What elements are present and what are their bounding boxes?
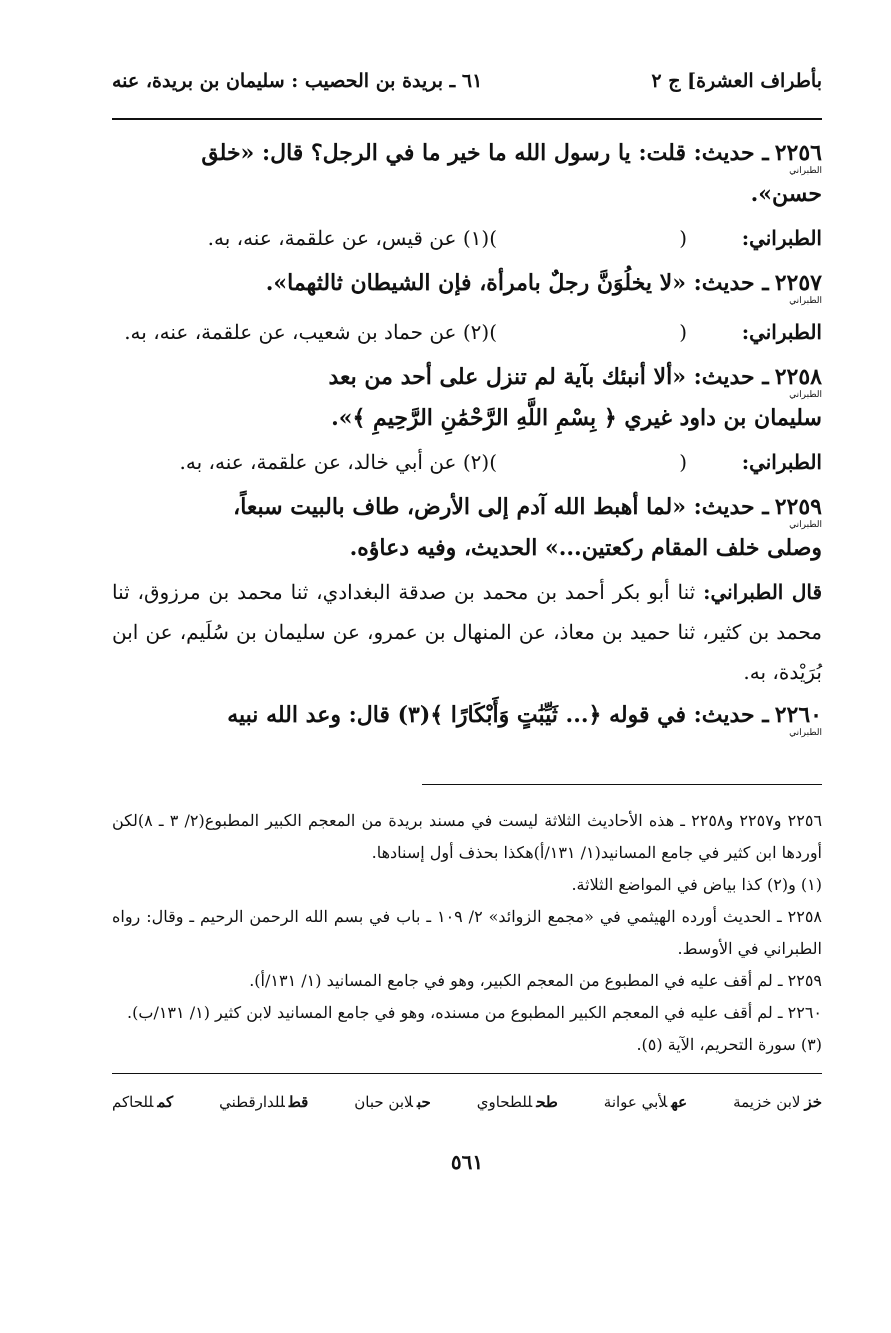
hadith-2259 [112, 488, 822, 566]
abbreviation-item: كمللحاكم [112, 1093, 174, 1111]
hadith-number: ٢٢٥٦ [774, 140, 822, 166]
abbreviation-item: عهلأبي عوانة [603, 1093, 688, 1111]
hadith-continuation: سليمان بن داود غيري ﴿ بِسْمِ اللَّهِ الرَّحْمَٰنِ الرَّحِيمِ ﴾». [331, 405, 822, 431]
source-blank: ( [679, 320, 687, 344]
abbreviation-key [112, 1088, 822, 1116]
abbreviation-item: حبلابن حبان [354, 1093, 431, 1111]
source-label: الطبراني: [741, 226, 822, 250]
hadith-source-tag: الطبراني [789, 166, 822, 176]
running-header [112, 70, 822, 114]
page [112, 70, 822, 1174]
hadith-text: ـ حديث: «لما أهبط الله آدم إلى الأرض، طاف بالبيت سبعاً، [233, 494, 769, 520]
hadith-2260 [112, 696, 822, 738]
isnad-text: ثنا أبو بكر أحمد بن محمد بن صدقة البغدادي، ثنا محمد بن مرزوق، ثنا محمد بن كثير، ثنا حميد بن معاذ، عن المنهال بن عمرو، عن سليمان بن سُلَيم، عن ابن بُرَيْدة، به. [112, 580, 822, 684]
source-line [112, 312, 822, 352]
header-book-title: بأطراف العشرة] ج ٢ [651, 70, 822, 92]
header-chapter: ٦١ ـ بريدة بن الحصيب : سليمان بن بريدة، عنه [112, 70, 483, 92]
hadith-source-tag: الطبراني [789, 520, 822, 530]
hadith-number: ٢٢٥٨ [774, 364, 822, 390]
source-label: الطبراني: [741, 320, 822, 344]
hadith-2257 [112, 264, 822, 306]
isnad-label: قال الطبراني: [703, 580, 823, 604]
source-text: )(٢) عن حماد بن شعيب، عن علقمة، عنه، به. [124, 320, 497, 344]
abbreviation-item: طحللطحاوي [476, 1093, 558, 1111]
hadith-number: ٢٢٥٧ [774, 270, 822, 296]
hadith-source-tag: الطبراني [789, 390, 822, 400]
hadith-2258 [112, 358, 822, 436]
footnote: (٣) سورة التحريم، الآية (٥). [636, 1035, 822, 1054]
footnote: ٢٢٥٦ و٢٢٥٧ و٢٢٥٨ ـ هذه الأحاديث الثلاثة ليست في مسند بريدة من المعجم الكبير المطبوع(٢/ ٣ ـ ٨)لكن أوردها ابن كثير في جامع المسانيد(١/ ١٣١/أ)هكذا بحذف أول إسنادها. [112, 811, 823, 862]
source-label: الطبراني: [741, 450, 822, 474]
source-blank: ( [679, 226, 687, 250]
hadith-source-tag: الطبراني [789, 728, 822, 738]
hadith-number: ٢٢٦٠ [774, 702, 822, 728]
abbreviation-item: قطللدارقطني [219, 1093, 309, 1111]
footnote: ٢٢٦٠ ـ لم أقف عليه في المعجم الكبير المطبوع من مسنده، وهو في جامع المسانيد لابن كثير (١/ ١٣١/ب). [127, 1003, 822, 1022]
abbreviation-rule [112, 1073, 822, 1074]
footnote: (١) و(٢) كذا بياض في المواضع الثلاثة. [571, 875, 822, 894]
source-text: )(٢) عن أبي خالد، عن علقمة، عنه، به. [179, 450, 497, 474]
hadith-text: ـ حديث: في قوله ﴿... ثَيِّبَٰتٍ وَأَبْكَارًا ﴾(٣) قال: وعد الله نبيه [227, 702, 769, 728]
source-line [112, 218, 822, 258]
abbreviation-item: خزلابن خزيمة [733, 1093, 822, 1111]
hadith-2256 [112, 134, 822, 212]
footnote-rule [422, 784, 822, 785]
hadith-number: ٢٢٥٩ [774, 494, 822, 520]
hadith-text: ـ حديث: «ألا أنبئك بآية لم تنزل على أحد من بعد [328, 364, 769, 390]
footnote: ٢٢٥٨ ـ الحديث أورده الهيثمي في «مجمع الزوائد» ٢/ ١٠٩ ـ باب في بسم الله الرحمن الرحيم ـ وقال: رواه الطبراني في الأوسط. [112, 907, 822, 958]
hadith-text: ـ حديث: قلت: يا رسول الله ما خير ما في الرجل؟ قال: «خلق [201, 140, 769, 166]
page-number: ٥٦١ [450, 1150, 484, 1174]
hadith-continuation: وصلى خلف المقام ركعتين...» الحديث، وفيه دعاؤه. [349, 535, 822, 561]
footnote: ٢٢٥٩ ـ لم أقف عليه في المطبوع من المعجم الكبير، وهو في جامع المسانيد (١/ ١٣١/أ). [249, 971, 822, 990]
source-blank: ( [679, 450, 687, 474]
hadith-source-tag: الطبراني [789, 296, 822, 306]
isnad-paragraph [112, 572, 822, 692]
source-text: )(١) عن قيس، عن علقمة، عنه، به. [207, 226, 497, 250]
source-line [112, 442, 822, 482]
hadith-text: ـ حديث: «لا يخلُوَنَّ رجلٌ بامرأة، فإن الشيطان ثالثهما». [265, 270, 769, 296]
header-rule [112, 118, 822, 120]
hadith-continuation: حسن». [750, 181, 822, 207]
